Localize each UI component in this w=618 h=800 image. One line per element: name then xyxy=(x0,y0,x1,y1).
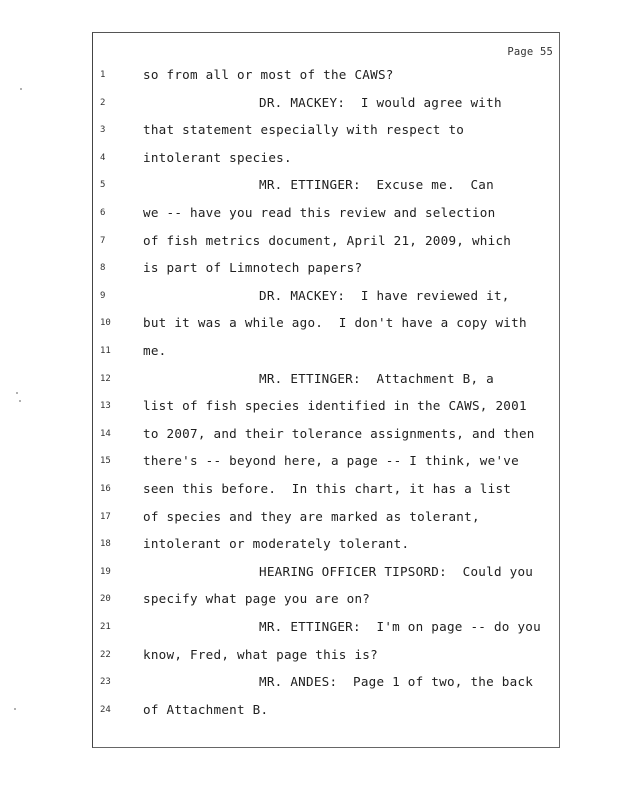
line-text: know, Fred, what page this is? xyxy=(143,646,378,662)
line-text: me. xyxy=(143,343,167,358)
line-text: intolerant species. xyxy=(143,149,292,165)
transcript-line xyxy=(93,260,561,280)
line-text: of Attachment B. xyxy=(143,701,269,717)
page-number: Page 55 xyxy=(507,46,553,58)
line-text: seen this before. In this chart, it has a list xyxy=(143,481,512,496)
line-number: 10 xyxy=(100,318,111,329)
line-text: so from all or most of the CAWS? xyxy=(143,67,394,82)
transcript-line xyxy=(93,509,561,529)
transcript-line xyxy=(93,619,561,639)
transcript-line xyxy=(93,674,561,694)
transcript-line xyxy=(93,398,561,418)
line-number: 2 xyxy=(100,97,106,108)
scan-speck xyxy=(16,392,18,394)
line-text: specify what page you are on? xyxy=(143,591,371,607)
line-text: there's -- beyond here, a page -- I think, we've xyxy=(143,453,519,469)
transcript-line xyxy=(93,205,561,225)
line-number: 12 xyxy=(100,373,111,384)
line-text: DR. MACKEY: I have reviewed it, xyxy=(259,287,510,303)
transcript-line xyxy=(93,343,561,363)
line-number: 8 xyxy=(100,263,106,274)
scan-speck xyxy=(19,400,21,402)
transcript-line xyxy=(93,150,561,170)
line-number: 21 xyxy=(100,622,111,632)
transcript-line xyxy=(93,591,561,611)
line-text: is part of Limnotech papers? xyxy=(143,260,363,276)
line-number: 17 xyxy=(100,511,111,522)
line-number: 24 xyxy=(100,704,111,715)
line-text: MR. ETTINGER: Excuse me. Can xyxy=(259,177,494,193)
scan-speck xyxy=(20,88,22,90)
transcript-line xyxy=(93,702,561,722)
line-text: list of fish species identified in the CAWS, 2001 xyxy=(143,398,527,414)
line-text: MR. ANDES: Page 1 of two, the back xyxy=(259,674,534,690)
line-text: we -- have you read this review and selection xyxy=(143,205,496,220)
line-number: 9 xyxy=(100,290,106,301)
line-number: 11 xyxy=(100,346,111,356)
line-number: 20 xyxy=(100,594,111,605)
transcript-line xyxy=(93,177,561,197)
line-number: 16 xyxy=(100,484,111,494)
transcript-line xyxy=(93,426,561,446)
transcript-line xyxy=(93,564,561,584)
transcript-line xyxy=(93,453,561,473)
line-number: 15 xyxy=(100,456,111,467)
line-text: that statement especially with respect to xyxy=(143,122,465,138)
line-text: MR. ETTINGER: I'm on page -- do you xyxy=(259,619,541,634)
line-text: but it was a while ago. I don't have a copy with xyxy=(143,315,527,331)
line-text: of fish metrics document, April 21, 2009, which xyxy=(143,232,512,248)
transcript-line xyxy=(93,536,561,556)
line-text: intolerant or moderately tolerant. xyxy=(143,536,410,552)
transcript-line xyxy=(93,647,561,667)
line-number: 3 xyxy=(100,125,106,136)
line-text: MR. ETTINGER: Attachment B, a xyxy=(259,370,494,386)
transcript-line xyxy=(93,67,561,87)
transcript-line xyxy=(93,371,561,391)
line-number: 23 xyxy=(100,677,111,688)
line-number: 19 xyxy=(100,566,111,577)
line-number: 5 xyxy=(100,180,106,191)
line-number: 6 xyxy=(100,208,106,218)
line-number: 13 xyxy=(100,401,111,412)
line-number: 4 xyxy=(100,152,106,163)
line-number: 18 xyxy=(100,539,111,550)
line-text: HEARING OFFICER TIPSORD: Could you xyxy=(259,563,534,579)
transcript-line xyxy=(93,288,561,308)
line-text: of species and they are marked as tolerant, xyxy=(143,508,480,524)
line-number: 1 xyxy=(100,70,106,80)
line-text: DR. MACKEY: I would agree with xyxy=(259,94,502,110)
transcript-line xyxy=(93,122,561,142)
transcript-line xyxy=(93,481,561,501)
line-number: 7 xyxy=(100,235,106,246)
scan-speck xyxy=(14,708,16,710)
transcript-line xyxy=(93,315,561,335)
line-number: 22 xyxy=(100,649,111,660)
transcript-line xyxy=(93,233,561,253)
transcript-line xyxy=(93,95,561,115)
line-number: 14 xyxy=(100,428,111,439)
line-text: to 2007, and their tolerance assignments, and then xyxy=(143,425,535,441)
transcript-page xyxy=(92,32,560,748)
